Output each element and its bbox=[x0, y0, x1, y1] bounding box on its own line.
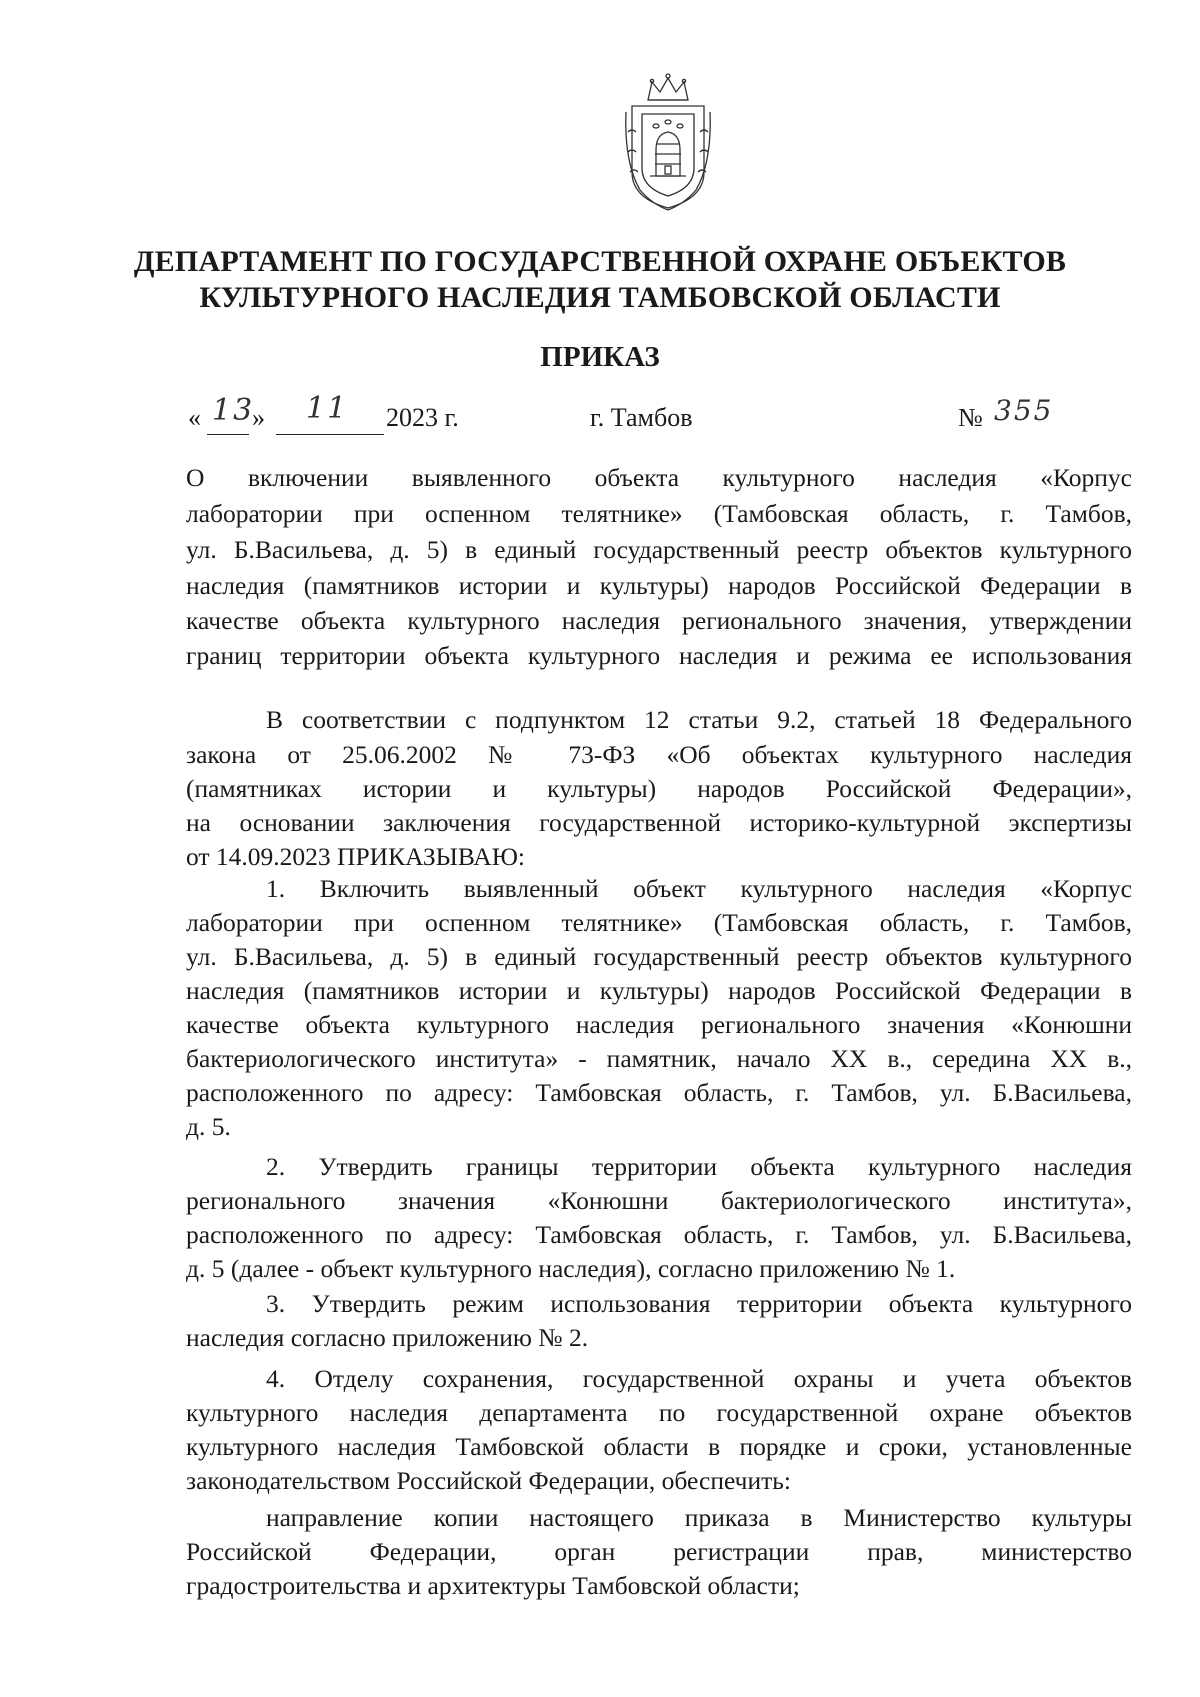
item2-line: регионального значения «Конюшни бактериологического института», bbox=[186, 1186, 1132, 1215]
item1-line: качестве объекта культурного наследия регионального значения «Конюшни bbox=[186, 1010, 1132, 1039]
item1-line: наследия (памятников истории и культуры) народов Российской Федерации в bbox=[186, 976, 1132, 1005]
quote-open: « bbox=[188, 403, 201, 432]
item4-sub-line: Российской Федерации, орган регистрации прав, министерство bbox=[186, 1537, 1132, 1566]
item1-line: расположенного по адресу: Тамбовская область, г. Тамбов, ул. Б.Васильева, bbox=[186, 1078, 1132, 1107]
document-type: ПРИКАЗ bbox=[540, 341, 660, 373]
item4-sub-line: направление копии настоящего приказа в Министерство культуры bbox=[266, 1503, 1132, 1532]
preamble-line: закона от 25.06.2002 № 73-ФЗ «Об объектах культурного наследия bbox=[186, 740, 1132, 769]
order-number: 355 bbox=[994, 394, 1054, 427]
preamble-line: (памятниках истории и культуры) народов Российской Федерации», bbox=[186, 774, 1132, 803]
department-heading bbox=[0, 244, 1200, 316]
item3-line: наследия согласно приложению № 2. bbox=[186, 1323, 589, 1352]
subject-line: О включении выявленного объекта культурного наследия «Корпус bbox=[186, 463, 1132, 492]
item2-line: 2. Утвердить границы территории объекта культурного наследия bbox=[266, 1152, 1132, 1181]
subject-line: качестве объекта культурного наследия регионального значения, утверждении bbox=[186, 606, 1132, 635]
preamble-line: на основании заключения государственной историко-культурной экспертизы bbox=[186, 808, 1132, 837]
item4-line: 4. Отделу сохранения, государственной охраны и учета объектов bbox=[266, 1364, 1132, 1393]
quote-close: » bbox=[252, 403, 265, 432]
subject-line: ул. Б.Васильева, д. 5) в единый государственный реестр объектов культурного bbox=[186, 535, 1132, 564]
preamble-line: от 14.09.2023 ПРИКАЗЫВАЮ: bbox=[186, 842, 525, 871]
preamble-line: В соответствии с подпунктом 12 статьи 9.2, статьей 18 Федерального bbox=[266, 705, 1132, 734]
item3-line: 3. Утвердить режим использования территории объекта культурного bbox=[266, 1289, 1132, 1318]
number-label: № bbox=[958, 403, 983, 432]
item4-line: культурного наследия департамента по государственной охране объектов bbox=[186, 1398, 1132, 1427]
item1-line: ул. Б.Васильева, д. 5) в единый государственный реестр объектов культурного bbox=[186, 942, 1132, 971]
item4-line: культурного наследия Тамбовской области в порядке и сроки, установленные bbox=[186, 1432, 1132, 1461]
date-day: 13 bbox=[212, 393, 255, 428]
date-year: 2023 г. bbox=[386, 403, 459, 432]
item2-line: расположенного по адресу: Тамбовская область, г. Тамбов, ул. Б.Васильева, bbox=[186, 1220, 1132, 1249]
order-dateline bbox=[0, 391, 1200, 442]
tambov-coat-of-arms-icon bbox=[618, 72, 718, 212]
item1-line: д. 5. bbox=[186, 1112, 231, 1141]
item2-line: д. 5 (далее - объект культурного наследия), согласно приложению № 1. bbox=[186, 1254, 956, 1283]
item1-line: 1. Включить выявленный объект культурного наследия «Корпус bbox=[266, 874, 1132, 903]
item4-sub-line: градостроительства и архитектуры Тамбовской области; bbox=[186, 1571, 800, 1600]
item1-line: бактериологического института» - памятник, начало XX в., середина XX в., bbox=[186, 1044, 1132, 1073]
subject-line: лаборатории при оспенном телятнике» (Тамбовская область, г. Тамбов, bbox=[186, 499, 1132, 528]
subject-line: границ территории объекта культурного наследия и режима ее использования bbox=[186, 641, 1132, 670]
date-month: 11 bbox=[306, 391, 349, 426]
subject-line: наследия (памятников истории и культуры) народов Российской Федерации в bbox=[186, 571, 1132, 600]
item4-line: законодательством Российской Федерации, обеспечить: bbox=[186, 1466, 791, 1495]
department-line-2: КУЛЬТУРНОГО НАСЛЕДИЯ ТАМБОВСКОЙ ОБЛАСТИ bbox=[199, 281, 1001, 314]
department-line-1: ДЕПАРТАМЕНТ ПО ГОСУДАРСТВЕННОЙ ОХРАНЕ ОБЪЕКТОВ bbox=[133, 245, 1067, 278]
city: г. Тамбов bbox=[590, 403, 693, 432]
item1-line: лаборатории при оспенном телятнике» (Тамбовская область, г. Тамбов, bbox=[186, 908, 1132, 937]
